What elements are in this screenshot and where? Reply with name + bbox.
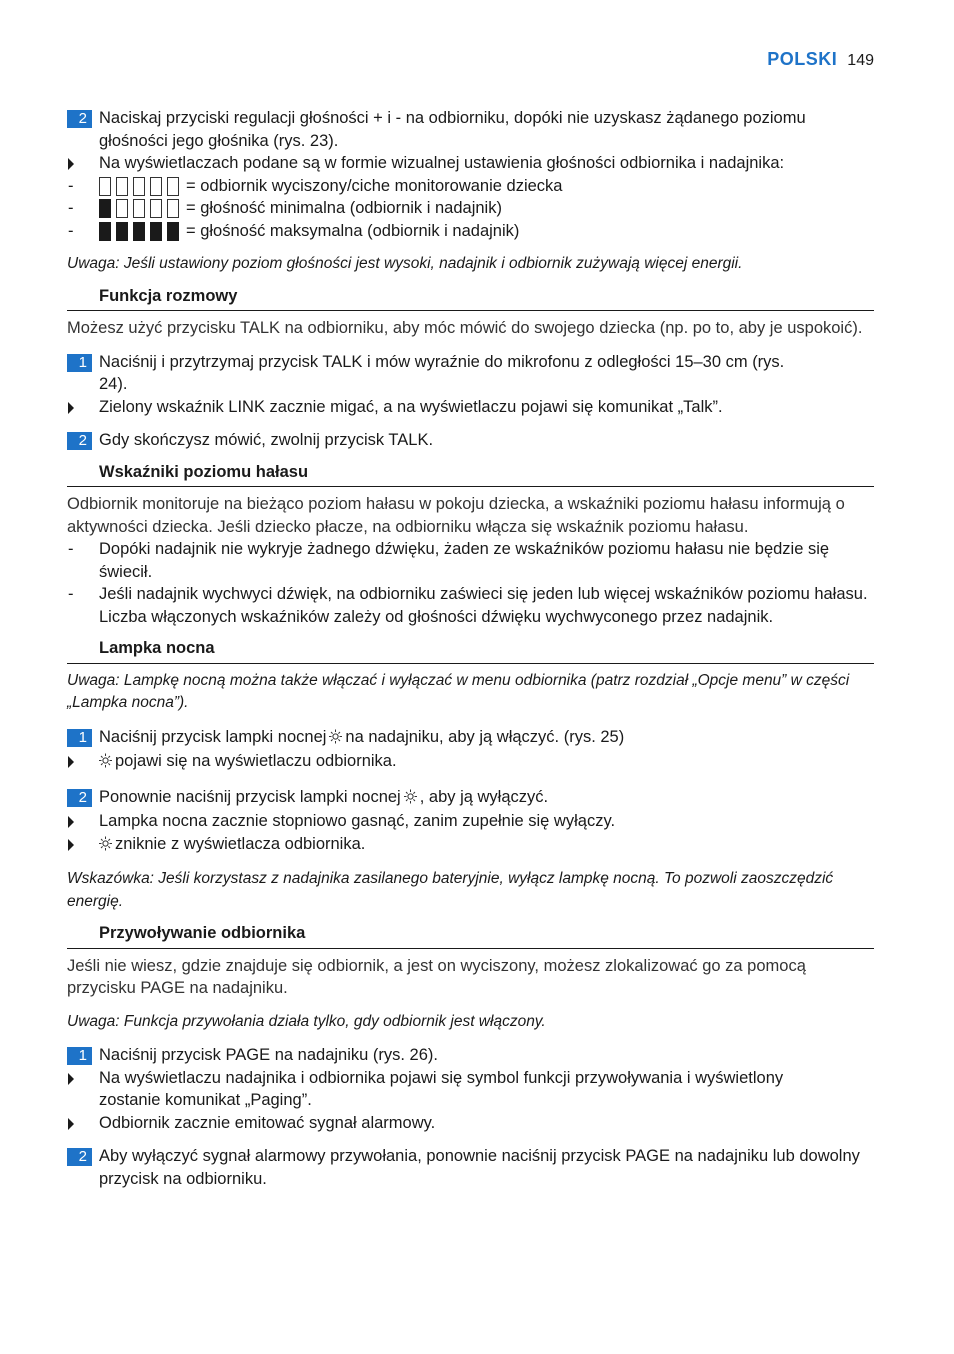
step-number: 2 xyxy=(67,1148,92,1166)
volume-level-text: = głośność maksymalna (odbiornik i nadajnik) xyxy=(186,221,520,240)
step-text: Naciśnij przycisk PAGE na nadajniku (rys. 26). xyxy=(99,1046,438,1064)
paragraph: Możesz użyć przycisku TALK na odbiorniku, aby móc mówić do swojego dziecka (np. po to, aby je uspokoić). xyxy=(67,319,863,337)
bullet-item xyxy=(67,810,874,833)
step-item xyxy=(67,786,874,811)
bullet-item xyxy=(67,396,874,419)
step-text-continued: , aby ją wyłączyć. xyxy=(419,787,549,806)
step-text: Ponownie naciśnij przycisk lampki nocnej xyxy=(99,787,401,806)
bullet-item xyxy=(67,1112,874,1135)
step-item xyxy=(67,1145,874,1190)
step-number: 2 xyxy=(67,432,92,450)
step-text: Naciśnij przycisk lampki nocnej xyxy=(99,727,327,746)
paragraph: Jeśli nie wiesz, gdzie znajduje się odbiornik, a jest on wyciszony, możesz zlokalizować go za pomocą przycisku PAGE na nadajniku. xyxy=(67,956,806,997)
step-item xyxy=(67,351,874,396)
section-heading: Funkcja rozmowy xyxy=(67,285,874,312)
volume-level-text: = odbiornik wyciszony/ciche monitorowanie dziecka xyxy=(186,176,563,195)
step-number: 1 xyxy=(67,1047,92,1065)
step-item xyxy=(67,1044,874,1067)
page-content xyxy=(67,107,874,1190)
step-text: Naciskaj przyciski regulacji głośności + i - na odbiorniku, dopóki nie uzyskasz żądanego poziomu głośności jego głośnika (rys. 23). xyxy=(99,109,806,150)
dash-item: - Dopóki nadajnik nie wykryje żadnego dźwięku, żaden ze wskaźników poziomu hałasu nie będzie się świecił. xyxy=(67,538,874,583)
dash-item: - Jeśli nadajnik wychwyci dźwięk, na odbiorniku zaświeci się jeden lub więcej wskaźników poziomu hałasu. Liczba włączonych wskaźników zależy od głośności dźwięku wychwyconego przez nadajnik. xyxy=(67,583,874,628)
bullet-text: Odbiornik zacznie emitować sygnał alarmowy. xyxy=(99,1113,436,1132)
section-heading: Przywoływanie odbiornika xyxy=(67,922,874,949)
volume-level-row: - = głośność maksymalna (odbiornik i nadajnik) xyxy=(68,221,520,240)
bullet-text: zniknie z wyświetlacza odbiornika. xyxy=(115,834,366,853)
tip-text: Wskazówka: Jeśli korzystasz z nadajnika zasilanego bateryjnie, wyłącz lampkę nocną. To pozwoli zaoszczędzić energię. xyxy=(67,870,834,910)
note-text: Uwaga: Lampkę nocną można także włączać i wyłączać w menu odbiornika (patrz rozdział „Opcje menu” w części „Lampka nocna”). xyxy=(67,671,850,711)
step-text: Naciśnij i przytrzymaj przycisk TALK i mów wyraźnie do mikrofonu z odległości 15–30 cm (rys. 24). xyxy=(99,352,785,393)
bullet-item xyxy=(67,1067,874,1112)
volume-bars-icon xyxy=(99,177,179,196)
language-label: POLSKI xyxy=(767,49,838,69)
nightlight-sun-icon xyxy=(99,752,112,775)
volume-level-row: - = głośność minimalna (odbiornik i nadajnik) xyxy=(68,199,502,217)
section-heading: Wskaźniki poziomu hałasu xyxy=(67,461,874,488)
step-item xyxy=(67,726,874,751)
dash-text: Dopóki nadajnik nie wykryje żadnego dźwięku, żaden ze wskaźników poziomu hałasu nie będzie się świecił. xyxy=(99,540,830,581)
step-text: Gdy skończysz mówić, zwolnij przycisk TALK. xyxy=(99,431,434,449)
nightlight-sun-icon xyxy=(329,728,342,751)
page-header xyxy=(767,49,874,70)
volume-bars-icon xyxy=(99,199,179,218)
step-number: 2 xyxy=(67,789,92,807)
bullet-text: Na wyświetlaczach podane są w formie wizualnej ustawienia głośności odbiornika i nadajnika: xyxy=(99,154,785,172)
bullet-item xyxy=(67,152,874,175)
step-text: Aby wyłączyć sygnał alarmowy przywołania, ponownie naciśnij przycisk PAGE na nadajniku lub dowolny przycisk na odbiorniku. xyxy=(99,1147,860,1188)
bullet-text: Na wyświetlaczu nadajnika i odbiornika pojawi się symbol funkcji przywoływania i wyświetlony zostanie komunikat „Paging”. xyxy=(99,1068,784,1109)
step-number: 1 xyxy=(67,354,92,372)
volume-bars-icon xyxy=(99,222,179,241)
note-text: Uwaga: Jeśli ustawiony poziom głośności jest wysoki, nadajnik i odbiornik zużywają więcej energii. xyxy=(67,255,743,272)
bullet-text: Zielony wskaźnik LINK zacznie migać, a na wyświetlaczu pojawi się komunikat „Talk”. xyxy=(99,397,723,416)
step-number: 2 xyxy=(67,110,92,128)
nightlight-sun-icon xyxy=(99,835,112,858)
step-text-continued: na nadajniku, aby ją włączyć. (rys. 25) xyxy=(345,727,625,746)
bullet-text: pojawi się na wyświetlaczu odbiornika. xyxy=(115,752,397,770)
step-item xyxy=(67,107,874,152)
bullet-text: Lampka nocna zacznie stopniowo gasnąć, zanim zupełnie się wyłączy. xyxy=(99,812,616,830)
step-number: 1 xyxy=(67,729,92,747)
bullet-item xyxy=(67,750,874,775)
volume-level-row: - = odbiornik wyciszony/ciche monitorowanie dziecka xyxy=(68,176,563,195)
bullet-item xyxy=(67,833,874,858)
page-number: 149 xyxy=(847,52,874,69)
section-heading: Lampka nocna xyxy=(67,637,874,664)
volume-level-text: = głośność minimalna (odbiornik i nadajnik) xyxy=(186,199,502,217)
dash-text: Jeśli nadajnik wychwyci dźwięk, na odbiorniku zaświeci się jeden lub więcej wskaźników poziomu hałasu. Liczba włączonych wskaźników zależy od głośności dźwięku wychwyconego przez nadajnik. xyxy=(99,585,868,626)
nightlight-sun-icon xyxy=(404,788,417,811)
paragraph: Odbiornik monitoruje na bieżąco poziom hałasu w pokoju dziecka, a wskaźniki poziomu hałasu informują o aktywności dziecka. Jeśli dziecko płacze, na odbiorniku włącza się wskaźnik poziomu hałasu. xyxy=(67,495,845,536)
note-text: Uwaga: Funkcja przywołania działa tylko, gdy odbiornik jest włączony. xyxy=(67,1012,546,1030)
step-item xyxy=(67,429,874,452)
